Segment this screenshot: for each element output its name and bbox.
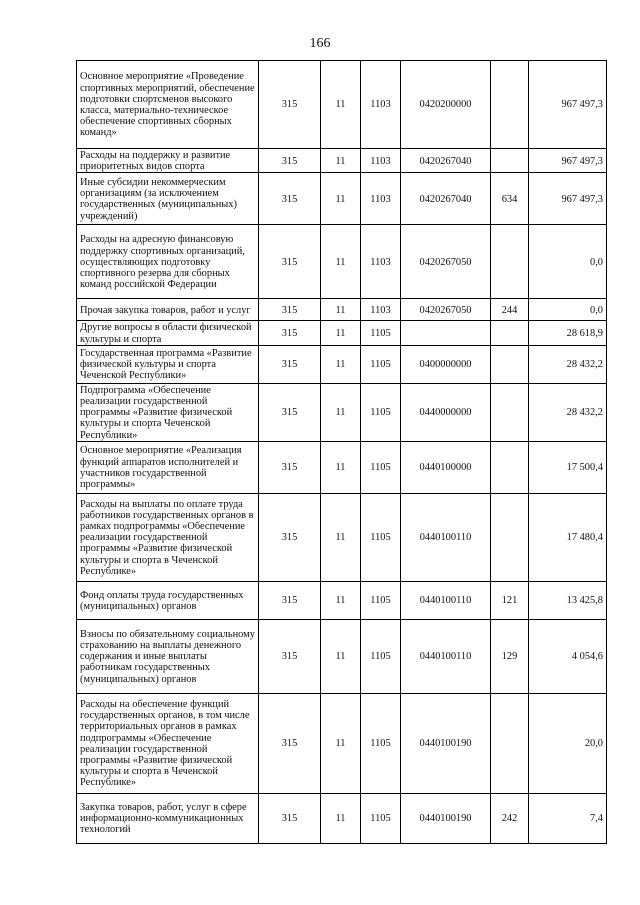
cell-expense-type-code — [491, 693, 529, 793]
cell-section-code: 11 — [321, 299, 361, 321]
cell-subsection-code: 1103 — [361, 149, 401, 173]
cell-target-code: 0440100110 — [401, 581, 491, 619]
cell-expense-type-code — [491, 149, 529, 173]
cell-subsection-code: 1103 — [361, 225, 401, 299]
cell-ministry-code: 315 — [259, 345, 321, 383]
cell-expense-type-code — [491, 345, 529, 383]
cell-name: Подпрограмма «Обеспечение реализации государственной программы «Развитие физической культуры и спорта Чеченской Республики» — [77, 383, 259, 441]
cell-subsection-code: 1105 — [361, 383, 401, 441]
cell-target-code: 0440100000 — [401, 441, 491, 493]
cell-expense-type-code: 121 — [491, 581, 529, 619]
cell-name: Фонд оплаты труда государственных (муниципальных) органов — [77, 581, 259, 619]
cell-ministry-code: 315 — [259, 793, 321, 843]
cell-section-code: 11 — [321, 383, 361, 441]
cell-name: Расходы на поддержку и развитие приоритетных видов спорта — [77, 149, 259, 173]
cell-subsection-code: 1105 — [361, 619, 401, 693]
cell-expense-type-code — [491, 383, 529, 441]
cell-name: Взносы по обязательному социальному страхованию на выплаты денежного содержания и иные выплаты работникам государственных (муниципальных) органов — [77, 619, 259, 693]
cell-ministry-code: 315 — [259, 321, 321, 345]
table-row — [77, 149, 607, 173]
cell-target-code: 0400000000 — [401, 345, 491, 383]
table-row — [77, 619, 607, 693]
cell-expense-type-code: 242 — [491, 793, 529, 843]
cell-amount: 28 432,2 — [529, 345, 607, 383]
cell-section-code: 11 — [321, 225, 361, 299]
cell-amount: 967 497,3 — [529, 173, 607, 225]
cell-amount: 20,0 — [529, 693, 607, 793]
cell-section-code: 11 — [321, 321, 361, 345]
cell-name: Иные субсидии некоммерческим организациям (за исключением государственных (муниципальных) учреждений) — [77, 173, 259, 225]
cell-ministry-code: 315 — [259, 493, 321, 581]
cell-name: Прочая закупка товаров, работ и услуг — [77, 299, 259, 321]
cell-name: Расходы на выплаты по оплате труда работников государственных органов в рамках подпрограммы «Обеспечение реализации государственной программы «Развитие физической культуры и спорта в Чеченской Республике» — [77, 493, 259, 581]
cell-target-code: 0420267050 — [401, 225, 491, 299]
cell-expense-type-code — [491, 493, 529, 581]
cell-name: Основное мероприятие «Реализация функций аппаратов исполнителей и участников государственной программы» — [77, 441, 259, 493]
table-row — [77, 173, 607, 225]
cell-subsection-code: 1105 — [361, 321, 401, 345]
cell-section-code: 11 — [321, 693, 361, 793]
cell-subsection-code: 1105 — [361, 441, 401, 493]
cell-amount: 0,0 — [529, 299, 607, 321]
cell-ministry-code: 315 — [259, 299, 321, 321]
cell-ministry-code: 315 — [259, 441, 321, 493]
cell-subsection-code: 1105 — [361, 693, 401, 793]
cell-amount: 967 497,3 — [529, 149, 607, 173]
cell-amount: 7,4 — [529, 793, 607, 843]
cell-subsection-code: 1103 — [361, 299, 401, 321]
cell-section-code: 11 — [321, 345, 361, 383]
cell-ministry-code: 315 — [259, 61, 321, 149]
cell-expense-type-code: 244 — [491, 299, 529, 321]
cell-target-code: 0440100190 — [401, 793, 491, 843]
cell-target-code: 0440100190 — [401, 693, 491, 793]
cell-ministry-code: 315 — [259, 225, 321, 299]
table-row — [77, 581, 607, 619]
cell-name: Основное мероприятие «Проведение спортивных мероприятий, обеспечение подготовки спортсменов высокого класса, материально-техническое обеспечение спортивных сборных команд» — [77, 61, 259, 149]
cell-name: Другие вопросы в области физической культуры и спорта — [77, 321, 259, 345]
cell-target-code: 0440100110 — [401, 619, 491, 693]
cell-name: Закупка товаров, работ, услуг в сфере информационно-коммуникационных технологий — [77, 793, 259, 843]
table-row — [77, 693, 607, 793]
cell-section-code: 11 — [321, 493, 361, 581]
table-row — [77, 299, 607, 321]
cell-name: Государственная программа «Развитие физической культуры и спорта Чеченской Республики» — [77, 345, 259, 383]
table-row — [77, 493, 607, 581]
cell-amount: 0,0 — [529, 225, 607, 299]
cell-target-code: 0420267040 — [401, 149, 491, 173]
cell-expense-type-code — [491, 441, 529, 493]
cell-amount: 967 497,3 — [529, 61, 607, 149]
cell-expense-type-code — [491, 225, 529, 299]
cell-section-code: 11 — [321, 441, 361, 493]
cell-section-code: 11 — [321, 581, 361, 619]
cell-section-code: 11 — [321, 619, 361, 693]
cell-subsection-code: 1103 — [361, 61, 401, 149]
cell-amount: 28 618,9 — [529, 321, 607, 345]
cell-ministry-code: 315 — [259, 173, 321, 225]
cell-target-code: 0420200000 — [401, 61, 491, 149]
cell-name: Расходы на адресную финансовую поддержку спортивных организаций, осуществляющих подготовку спортивного резерва для сборных команд российской Федерации — [77, 225, 259, 299]
table-row — [77, 441, 607, 493]
cell-amount: 17 480,4 — [529, 493, 607, 581]
cell-target-code — [401, 321, 491, 345]
cell-section-code: 11 — [321, 61, 361, 149]
cell-expense-type-code — [491, 321, 529, 345]
cell-target-code: 0440000000 — [401, 383, 491, 441]
cell-amount: 13 425,8 — [529, 581, 607, 619]
table-row — [77, 61, 607, 149]
cell-subsection-code: 1105 — [361, 345, 401, 383]
cell-ministry-code: 315 — [259, 619, 321, 693]
cell-target-code: 0440100110 — [401, 493, 491, 581]
cell-ministry-code: 315 — [259, 149, 321, 173]
table-row — [77, 383, 607, 441]
cell-section-code: 11 — [321, 793, 361, 843]
cell-subsection-code: 1105 — [361, 793, 401, 843]
cell-ministry-code: 315 — [259, 383, 321, 441]
cell-target-code: 0420267050 — [401, 299, 491, 321]
cell-section-code: 11 — [321, 149, 361, 173]
cell-expense-type-code: 634 — [491, 173, 529, 225]
cell-section-code: 11 — [321, 173, 361, 225]
cell-name: Расходы на обеспечение функций государственных органов, в том числе территориальных органов в рамках подпрограммы «Обеспечение реализации государственной программы «Развитие физической культуры и спорта в Чеченской Республике» — [77, 693, 259, 793]
table-row — [77, 345, 607, 383]
budget-table — [76, 60, 607, 844]
cell-expense-type-code: 129 — [491, 619, 529, 693]
cell-amount: 28 432,2 — [529, 383, 607, 441]
cell-amount: 17 500,4 — [529, 441, 607, 493]
cell-subsection-code: 1105 — [361, 493, 401, 581]
page-number: 166 — [309, 36, 331, 51]
cell-expense-type-code — [491, 61, 529, 149]
cell-subsection-code: 1103 — [361, 173, 401, 225]
table-row — [77, 321, 607, 345]
cell-subsection-code: 1105 — [361, 581, 401, 619]
table-row — [77, 793, 607, 843]
cell-ministry-code: 315 — [259, 581, 321, 619]
table-row — [77, 225, 607, 299]
cell-target-code: 0420267040 — [401, 173, 491, 225]
cell-ministry-code: 315 — [259, 693, 321, 793]
cell-amount: 4 054,6 — [529, 619, 607, 693]
